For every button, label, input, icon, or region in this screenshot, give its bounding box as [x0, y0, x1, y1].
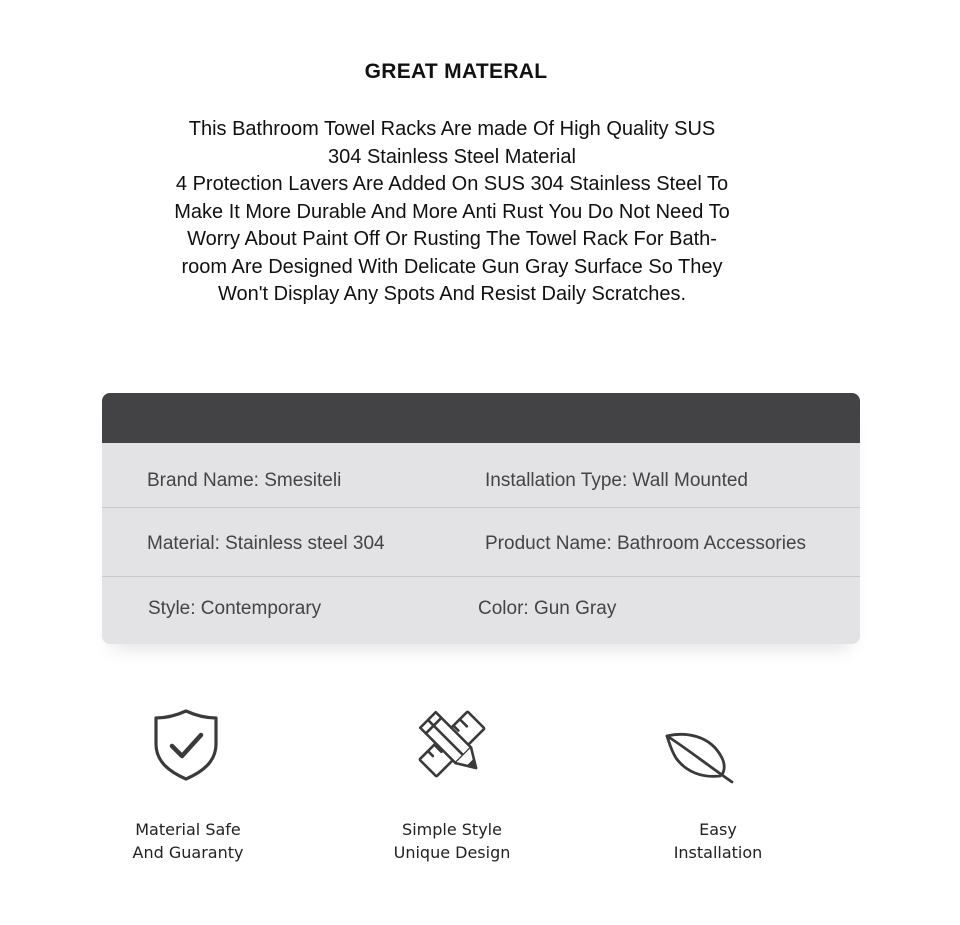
spec-color: Color: Gun Gray	[478, 598, 617, 619]
section-title: GREAT MATERAL	[364, 60, 548, 83]
spec-installation: Installation Type: Wall Mounted	[485, 470, 748, 491]
spec-row	[102, 577, 860, 644]
feature-label-line: And Guaranty	[132, 843, 244, 862]
spec-material: Material: Stainless steel 304	[147, 533, 385, 554]
spec-product: Product Name: Bathroom Accessories	[485, 533, 807, 554]
feature-label	[372, 818, 532, 864]
description-line: room Are Designed With Delicate Gun Gray Surface So They	[181, 255, 723, 278]
description-line: Worry About Paint Off Or Rusting The Towel Rack For Bath-	[187, 228, 717, 250]
description	[126, 116, 778, 309]
feature-easy-installation	[638, 700, 798, 880]
pencil-ruler-icon	[416, 708, 488, 786]
feature-label-line: Easy	[699, 820, 737, 839]
spec-header-bar	[102, 393, 860, 443]
description-line: Make It More Durable And More Anti Rust You Do Not Need To	[174, 200, 730, 223]
leaf-icon	[664, 728, 736, 792]
feature-label	[638, 818, 798, 864]
feature-label-line: Unique Design	[393, 843, 511, 862]
spec-row	[102, 443, 860, 508]
feature-material-safe	[108, 700, 268, 880]
feature-label-line: Simple Style	[402, 820, 502, 839]
feature-simple-style	[372, 700, 532, 880]
spec-card	[102, 393, 860, 644]
spec-brand: Brand Name: Smesiteli	[147, 470, 342, 491]
spec-row	[102, 508, 860, 577]
description-line: This Bathroom Towel Racks Are made Of High Quality SUS	[188, 118, 716, 140]
feature-label-line: Material Safe	[135, 820, 241, 839]
description-line: 304 Stainless Steel Material	[328, 145, 576, 168]
spec-style: Style: Contemporary	[148, 598, 322, 619]
description-line: Won't Display Any Spots And Resist Daily Scratches.	[217, 283, 687, 305]
shield-check-icon	[153, 708, 219, 788]
feature-label-line: Installation	[673, 843, 763, 862]
description-line: 4 Protection Lavers Are Added On SUS 304 Stainless Steel To	[175, 173, 729, 195]
feature-label	[108, 818, 268, 864]
